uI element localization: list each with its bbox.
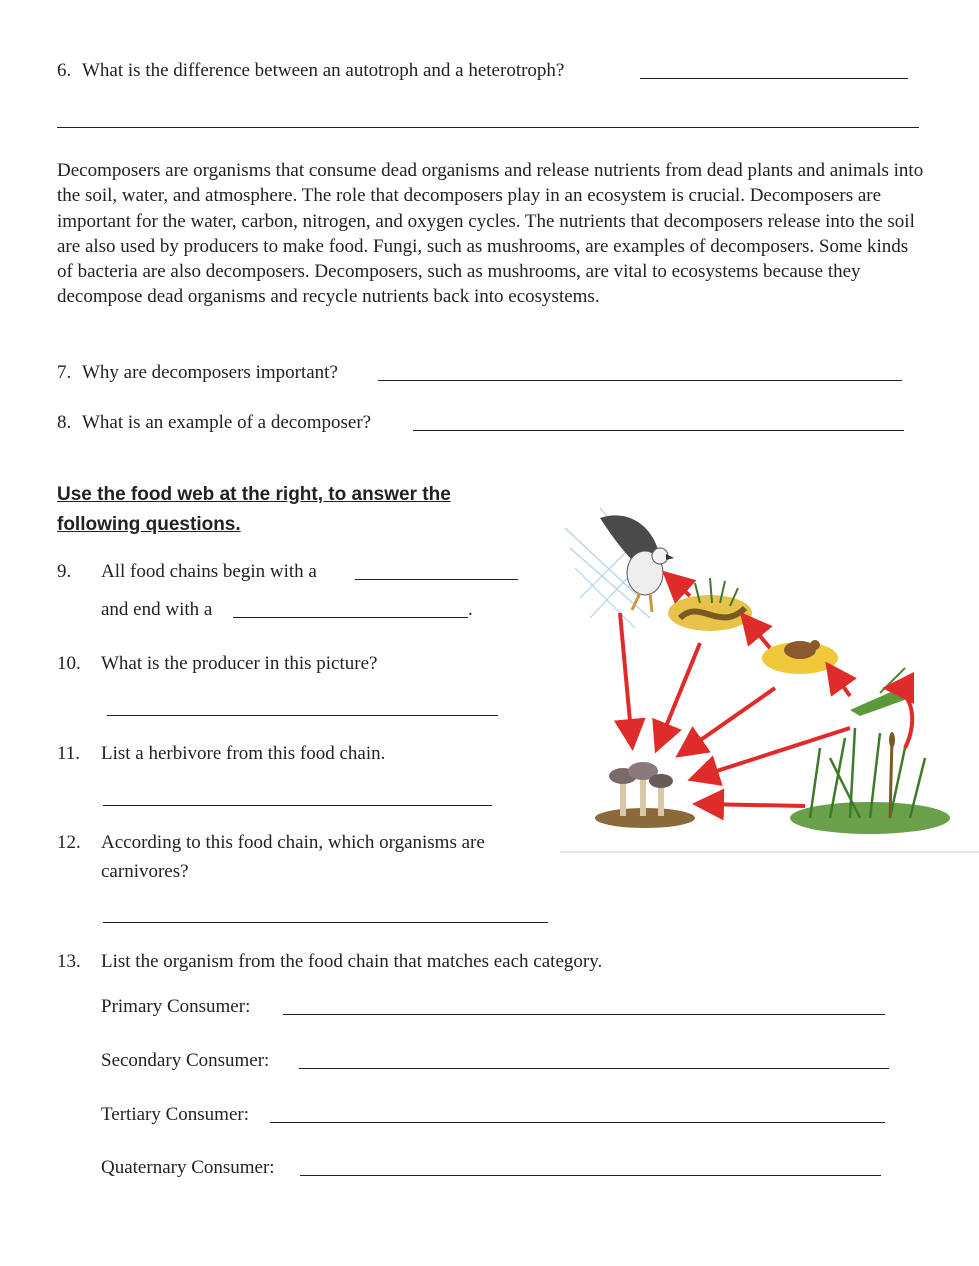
question-6-number: 6. [57,60,72,81]
eagle-icon [600,515,674,612]
food-web-illustration [560,488,979,854]
question-8-text: What is an example of a decomposer? [82,412,372,433]
answer-line-quaternary[interactable] [300,1175,881,1176]
question-8 [57,410,371,435]
question-7-text: Why are decomposers important? [82,362,338,383]
question-9-text-a: All food chains begin with a [101,561,317,582]
question-10-text: What is the producer in this picture? [101,653,378,674]
question-12-text-b: carnivores? [101,861,189,882]
answer-line-9b[interactable] [233,617,468,618]
food-web-arrows [620,576,912,806]
question-12-number: 12. [57,832,81,853]
question-11-number: 11. [57,743,81,764]
category-tertiary-consumer: Tertiary Consumer: [101,1104,249,1125]
food-web-heading [57,480,451,540]
answer-line-9a[interactable] [355,579,518,580]
grass-icon [790,728,950,834]
question-10-number: 10. [57,653,81,674]
decomposer-paragraph: Decomposers are organisms that consume dead organisms and release nutrients from dead plants and animals into the soil, water, and atmosphere. The role that decomposers play in an ecosystem is crucial. Decomposers are important for the water, carbon, nitrogen, and oxygen cycles. The nutrients that decomposers release into the soil are also used by producers to make food. Fungi, such as mushrooms, are examples of decomposers. Some kinds of bacteria are also decomposers. Decomposers, such as mushrooms, are vital to ecosystems because they decompose dead organisms and recycle nutrients back into ecosystems. [57,160,924,308]
heading-line-2: following questions. [57,514,241,535]
answer-line-11[interactable] [103,805,492,806]
question-8-number: 8. [57,412,72,433]
mouse-icon [762,640,838,674]
category-primary-consumer: Primary Consumer: [101,996,251,1017]
question-6 [57,58,564,83]
answer-line-primary[interactable] [283,1014,885,1015]
answer-line-8[interactable] [413,430,904,431]
answer-line-6a[interactable] [640,78,908,79]
mushroom-icon [595,762,695,828]
answer-line-tertiary[interactable] [270,1122,885,1123]
question-9-number: 9. [57,561,72,582]
answer-line-7[interactable] [378,380,902,381]
category-quaternary-consumer: Quaternary Consumer: [101,1157,275,1178]
heading-line-1: Use the food web at the right, to answer the [57,484,451,505]
answer-line-secondary[interactable] [299,1068,889,1069]
answer-line-12[interactable] [103,922,548,923]
category-secondary-consumer: Secondary Consumer: [101,1050,270,1071]
answer-line-10[interactable] [107,715,498,716]
question-13-number: 13. [57,951,81,972]
question-9-text-b: and end with a [101,599,213,620]
answer-line-6b[interactable] [57,127,919,128]
question-9-period: . [468,599,473,620]
question-7-number: 7. [57,362,72,383]
question-7 [57,360,338,385]
question-11-text: List a herbivore from this food chain. [101,743,386,764]
question-6-text: What is the difference between an autotroph and a heterotroph? [82,60,565,81]
question-12-text-a: According to this food chain, which organisms are [101,832,485,853]
question-13-text: List the organism from the food chain that matches each category. [101,951,603,972]
